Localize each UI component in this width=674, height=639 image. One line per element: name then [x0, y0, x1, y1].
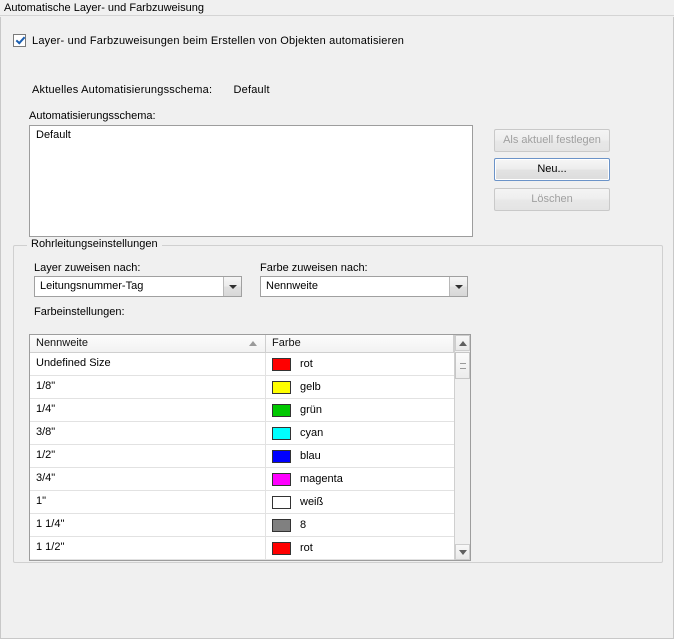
- color-name: rot: [300, 358, 313, 370]
- table-row[interactable]: [30, 514, 471, 537]
- color-name: cyan: [300, 427, 324, 439]
- list-item[interactable]: Default: [36, 129, 71, 141]
- cell-color: [266, 422, 454, 444]
- color-swatch: [272, 519, 291, 532]
- table-row[interactable]: [30, 353, 471, 376]
- color-name: 8: [300, 519, 307, 531]
- set-as-current-button[interactable]: Als aktuell festlegen: [494, 129, 610, 152]
- cell-color: [266, 399, 454, 421]
- table-scrollbar[interactable]: [454, 335, 470, 560]
- color-swatch: [272, 404, 291, 417]
- table-row[interactable]: [30, 399, 471, 422]
- automate-assignments-checkbox-row[interactable]: [13, 34, 404, 47]
- color-name: magenta: [300, 473, 343, 485]
- current-scheme-label: Aktuelles Automatisierungsschema:: [32, 84, 213, 96]
- color-by-select[interactable]: [260, 276, 468, 297]
- scroll-up-icon[interactable]: [455, 335, 470, 351]
- color-swatch: [272, 358, 291, 371]
- table-body: [30, 353, 471, 561]
- cell-color: [266, 353, 454, 375]
- delete-button[interactable]: Löschen: [494, 188, 610, 211]
- cell-size: 1/4": [30, 399, 266, 421]
- cell-color: [266, 445, 454, 467]
- color-swatch: [272, 496, 291, 509]
- table-row[interactable]: [30, 422, 471, 445]
- scrollbar-thumb[interactable]: [455, 352, 470, 379]
- color-name: grün: [300, 404, 323, 416]
- cell-size: 3/8": [30, 422, 266, 444]
- color-swatch: [272, 427, 291, 440]
- column-header-color[interactable]: [266, 335, 454, 352]
- color-name: weiß: [300, 496, 324, 508]
- cell-size: 1/8": [30, 376, 266, 398]
- piping-settings-group-title: Rohrleitungseinstellungen: [27, 238, 162, 250]
- cell-size: 3/4": [30, 468, 266, 490]
- cell-color: [266, 560, 454, 561]
- color-name: gelb: [300, 381, 321, 393]
- dialog-title-bar: [0, 0, 674, 16]
- color-settings-table: [29, 334, 471, 561]
- cell-color: [266, 514, 454, 536]
- automate-assignments-checkbox[interactable]: [13, 34, 26, 47]
- page-title: Automatische Layer- und Farbzuweisung: [4, 2, 204, 14]
- color-swatch: [272, 450, 291, 463]
- cell-color: [266, 537, 454, 559]
- scroll-down-icon[interactable]: [455, 544, 470, 560]
- layer-by-label: Layer zuweisen nach:: [34, 262, 141, 274]
- chevron-down-icon[interactable]: [449, 277, 467, 296]
- scheme-listbox[interactable]: [29, 125, 473, 237]
- layer-by-select[interactable]: [34, 276, 242, 297]
- column-header-size[interactable]: [30, 335, 266, 352]
- color-name: blau: [300, 450, 321, 462]
- current-scheme-value: Default: [233, 84, 270, 96]
- table-row[interactable]: [30, 537, 471, 560]
- column-header-size-label: Nennweite: [36, 337, 88, 349]
- color-swatch: [272, 473, 291, 486]
- cell-size: 1/2": [30, 445, 266, 467]
- layer-by-value: Leitungsnummer-Tag: [40, 280, 144, 292]
- current-scheme-row: [32, 84, 270, 96]
- color-by-label: Farbe zuweisen nach:: [260, 262, 368, 274]
- color-name: rot: [300, 542, 313, 554]
- cell-color: [266, 376, 454, 398]
- new-button[interactable]: Neu...: [494, 158, 610, 181]
- cell-size: [30, 560, 266, 561]
- column-header-color-label: Farbe: [272, 337, 301, 349]
- table-header-row: [30, 335, 470, 353]
- automate-assignments-label: Layer- und Farbzuweisungen beim Erstellen von Objekten automatisieren: [32, 34, 405, 47]
- table-row[interactable]: [30, 376, 471, 399]
- scheme-list-label: Automatisierungsschema:: [29, 110, 156, 122]
- dialog-content: [0, 17, 674, 639]
- cell-color: [266, 468, 454, 490]
- chevron-down-icon[interactable]: [223, 277, 241, 296]
- table-row[interactable]: [30, 445, 471, 468]
- cell-size: 1 1/4": [30, 514, 266, 536]
- color-settings-label: Farbeinstellungen:: [34, 306, 125, 318]
- cell-color: [266, 491, 454, 513]
- table-row[interactable]: [30, 468, 471, 491]
- cell-size: 1": [30, 491, 266, 513]
- cell-size: 1 1/2": [30, 537, 266, 559]
- color-swatch: [272, 381, 291, 394]
- color-swatch: [272, 542, 291, 555]
- sort-ascending-icon: [249, 341, 257, 346]
- cell-size: Undefined Size: [30, 353, 266, 375]
- table-row[interactable]: [30, 491, 471, 514]
- table-row[interactable]: [30, 560, 471, 561]
- color-by-value: Nennweite: [266, 280, 318, 292]
